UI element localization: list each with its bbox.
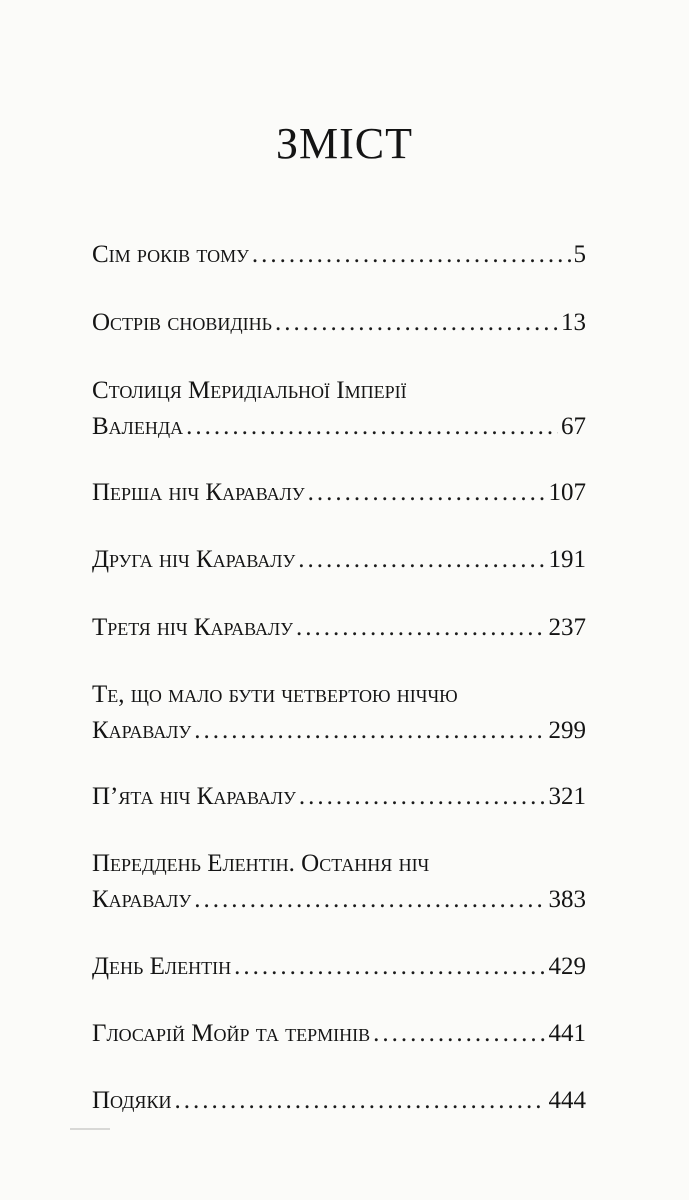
dot-leader (296, 613, 546, 643)
toc-entry-label: П’ята ніч Каравалу (92, 783, 296, 810)
toc-entry (92, 952, 586, 982)
toc-entry-page-number: 429 (548, 953, 586, 980)
toc-entry-label: Друга ніч Каравалу (92, 546, 296, 573)
dot-leader (252, 240, 571, 270)
dot-leader (275, 308, 558, 338)
toc-entry (92, 782, 586, 812)
toc-entry (92, 849, 586, 915)
toc-entry-page-number: 321 (548, 783, 586, 810)
page-title: ЗМІСТ (275, 119, 414, 168)
dot-leader (373, 1019, 545, 1049)
dot-leader (186, 412, 558, 442)
toc-entry-label: Острів сновидінь (92, 309, 272, 336)
toc-entry-page-number: 444 (548, 1087, 586, 1114)
dot-leader (234, 952, 545, 982)
toc-entry (92, 308, 586, 338)
toc-entry (92, 1086, 586, 1116)
dot-leader (194, 885, 545, 915)
toc-entry-page-number: 237 (548, 614, 586, 641)
toc-entry-page-number: 67 (561, 413, 586, 440)
toc-entry-label: Перша ніч Каравалу (92, 479, 305, 506)
toc-entry-label: Глосарій Мойр та термінів (92, 1020, 371, 1047)
toc-entry-title-line: Переддень Елентін. Остання ніч (92, 850, 430, 877)
scan-smudge (70, 1128, 110, 1130)
dot-leader (308, 478, 546, 508)
toc-entry-label: День Елентін (92, 953, 232, 980)
dot-leader (194, 716, 545, 746)
toc-entry-title-line: Столиця Меридіальної Імперії (92, 377, 407, 404)
toc-entry (92, 1019, 586, 1049)
dot-leader (174, 1086, 545, 1116)
toc-entry-page-number: 13 (561, 309, 586, 336)
toc-entry-label: Третя ніч Каравалу (92, 614, 293, 641)
toc-entry (92, 680, 586, 746)
toc-entry-label: Валенда (92, 413, 184, 440)
toc-entry (92, 240, 586, 270)
toc-entry-title-line: Те, що мало бути четвертою ніччю (92, 681, 458, 708)
dot-leader (299, 782, 546, 812)
toc-entry (92, 478, 586, 508)
toc-entry-label: Сім років тому (92, 241, 249, 268)
toc-entry (92, 545, 586, 575)
toc-entry-label: Каравалу (92, 886, 192, 913)
toc-entry (92, 613, 586, 643)
toc-entry-page-number: 191 (548, 546, 586, 573)
toc-entry-label: Подяки (92, 1087, 172, 1114)
toc-entry-page-number: 5 (573, 241, 586, 268)
toc-entry-page-number: 107 (548, 479, 586, 506)
toc-entry (92, 376, 586, 442)
toc-entry-label: Каравалу (92, 717, 192, 744)
toc-entry-page-number: 299 (548, 717, 586, 744)
toc-entry-page-number: 441 (548, 1020, 586, 1047)
dot-leader (298, 545, 545, 575)
toc-entry-page-number: 383 (548, 886, 586, 913)
